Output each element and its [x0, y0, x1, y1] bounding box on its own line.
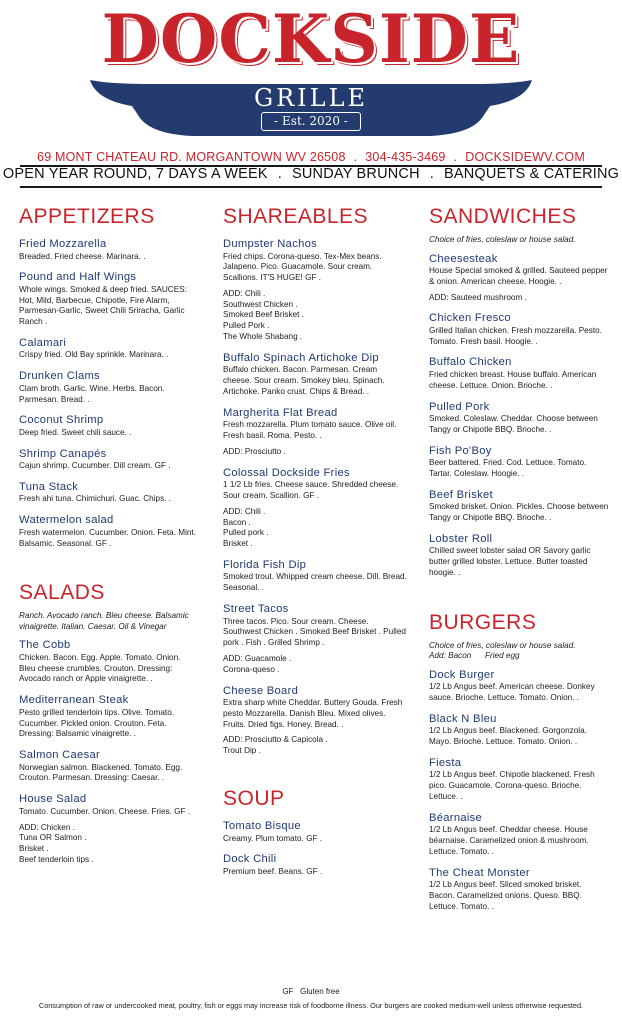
addon: Corona-queso . [223, 664, 280, 674]
addon: ADD: Prosciutto & Capicola . [223, 735, 328, 745]
menu-item-name: Fiesta [429, 756, 462, 769]
addon: Trout Dip . [223, 746, 261, 756]
hours-banquets: BANQUETS & CATERING [444, 166, 620, 182]
menu-item-name: The Cheat Monster [429, 866, 530, 879]
menu-item-name: Pound and Half Wings [19, 271, 137, 284]
section-spacer [223, 766, 408, 786]
menu-item [223, 685, 408, 757]
addon: ADD: Chili . [223, 506, 266, 516]
addon: The Whole Shabang . [223, 332, 303, 342]
menu-item [19, 749, 199, 784]
section-title-appetizers: APPETIZERS [19, 205, 155, 228]
menu-item-name: Black N Bleu [429, 712, 497, 725]
separator: . [453, 150, 458, 164]
menu-item-desc: Cajun shrimp. Cucumber. Dill cream. GF . [19, 461, 171, 471]
menu-item-desc: 1/2 Lb Angus beef. Blackened. Gorgonzola. Mayo. Brioche. Lettuce. Tomato. Onion. . [429, 726, 587, 747]
menu-item-name: Drunken Clams [19, 370, 100, 383]
addon: Pulled Pork . [223, 321, 270, 331]
menu-item-desc: Smoked trout. Whipped cream cheese. Dill. Bread. Seasonal. . [223, 572, 407, 593]
menu-item-name: Lobster Roll [429, 532, 493, 545]
menu-item-name: Pulled Pork [429, 400, 490, 413]
menu-item-desc: Chilled sweet lobster salad OR Savory garlic butter grilled lobster. Lettuce. Butter toasted hoogie. . [429, 546, 591, 577]
menu-item-name: Mediterranean Steak [19, 694, 129, 707]
menu-item-name: The Cobb [19, 639, 71, 652]
menu-item-desc: 1/2 Lb Angus beef. American cheese. Donkey sauce. Brioche. Lettuce. Tomato. Onion. . [429, 682, 595, 703]
contact-line [0, 150, 622, 164]
addon: Beef tenderloin tips . [19, 854, 94, 864]
menu-item-name: Shrimp Canapés [19, 447, 107, 460]
menu-item-name: Watermelon salad [19, 514, 114, 527]
menu-item-desc: Beer battered. Fried. Cod. Lettuce. Tomato. Tartar. Coleslaw. Hoogie. . [429, 458, 587, 478]
gluten-free-legend: GF Gluten free [282, 987, 340, 996]
menu-item-addons [223, 507, 408, 550]
menu-item-name: House Salad [19, 793, 87, 806]
menu-item [429, 867, 609, 913]
menu-item-desc: 1 1/2 Lb fries. Cheese sauce. Shredded cheese. Sour cream. Scallion. GF . [223, 480, 399, 500]
menu-item-addons [223, 289, 408, 343]
website-link[interactable]: DOCKSIDEWV.COM [465, 150, 585, 164]
menu-item-desc: Clam broth. Garlic. Wine. Herbs. Bacon. Parmesan. Bread. . [19, 383, 165, 404]
menu-item-addons [223, 447, 408, 458]
menu-item-addons [223, 735, 408, 757]
menu-item-name: Florida Fish Dip [223, 558, 307, 571]
menu-item [223, 853, 408, 877]
addon: Southwest Chicken . [223, 299, 298, 309]
menu-item-desc: Pesto grilled tenderloin tips. Olive. Tomato. Cucumber. Pickled onion. Crouton. Feta. Dressing: Balsamic vinaigrette. . [19, 707, 175, 739]
menu-item [429, 253, 609, 304]
menu-item-name: Fish Po'Boy [429, 444, 492, 457]
menu-item-desc: Buffalo chicken. Bacon. Parmesan. Cream cheese. Sour cream. Smokey bleu. Spinach. Artichoke. Panko crust. Chips & Bread. . [223, 365, 385, 396]
menu-item-name: Chicken Fresco [429, 312, 511, 325]
burger-addons-note: Add: Bacon Fried egg [429, 651, 520, 661]
menu-item-name: Street Tacos [223, 603, 289, 616]
menu-item-name: Cheese Board [223, 684, 299, 697]
hours-open: OPEN YEAR ROUND, 7 DAYS A WEEK [2, 166, 268, 182]
menu-item [19, 481, 199, 505]
menu-item-desc: 1/2 Lb Angus beef. Cheddar cheese. House béarnaise. Caramelized onion & mushroom. Lettuce. Tomato. . [429, 825, 589, 856]
established-badge: - Est. 2020 - [261, 112, 361, 131]
menu-item [429, 669, 609, 704]
menu-item-desc: 1/2 Lb Angus beef. Chipotle blackened. Fresh pico. Guacamole. Corona-queso. Brioche. Lettuce. . [429, 770, 595, 802]
menu-item [429, 812, 609, 858]
sides-note: Choice of fries, coleslaw or house salad. [429, 235, 576, 244]
menu-item-name: Cheesesteak [429, 252, 498, 265]
menu-item [19, 271, 199, 328]
menu-item-desc: Fried chicken breast. House buffalo. American cheese. Lettuce. Onion. Brioche. . [429, 369, 597, 390]
addon: ADD: Chicken . [19, 822, 75, 832]
menu-column-right [429, 204, 609, 922]
menu-item-name: Buffalo Chicken [429, 356, 512, 369]
food-safety-disclaimer: Consumption of raw or undercooked meat, poultry, fish or eggs may increase risk of foodborne illness. Our burgers are cooked medium-well unless otherwise requested. [38, 1001, 584, 1010]
phone-number[interactable]: 304-435-3469 [365, 150, 446, 164]
menu-item-name: Margherita Flat Bread [223, 406, 338, 419]
address: 69 MONT CHATEAU RD. MORGANTOWN WV 26508 [37, 150, 346, 164]
menu-item-addons [429, 293, 609, 304]
sides-note [429, 641, 609, 662]
section-title-soup: SOUP [223, 787, 285, 810]
addon: Bacon . [223, 517, 251, 527]
menu-item [429, 489, 609, 524]
menu-item-desc: Deep fried. Sweet chili sauce. . [19, 427, 132, 437]
menu-item-desc: Smoked brisket. Onion. Pickles. Choose between Tangy or Chipotle BBQ. Brioche. . [429, 502, 609, 523]
menu-column-middle [223, 204, 408, 887]
hours-line [0, 166, 622, 182]
menu-item-desc: Norwegian salmon. Blackened. Tomato. Egg. Crouton. Parmesan. Dressing: Caesar. . [19, 762, 183, 783]
menu-item-desc: Chicken. Bacon. Egg. Apple. Tomato. Onion. Bleu cheese crumbles. Crouton. Dressing: Avocado ranch or Apple vinaigrette. . [19, 652, 181, 684]
addon: Pulled pork . [223, 528, 269, 538]
menu-item-addons [223, 654, 408, 676]
addon: Brisket . [223, 539, 253, 549]
menu-item-desc: Fresh watermelon. Cucumber. Onion. Feta. Mint. Balsamic. Seasonal. GF . [19, 527, 197, 548]
header-rule-bottom [20, 186, 602, 188]
menu-item-desc: Whole wings. Smoked & deep fried. SAUCES: Hot, Mild, Barbecue, Chipotle, Fire Alarm, Parmesan-Garlic, Sweet Chili Sriracha, Garlic Ranch . [19, 284, 187, 327]
menu-item [223, 603, 408, 675]
section-title-burgers: BURGERS [429, 610, 537, 634]
separator: . [429, 166, 434, 182]
addon: Brisket . [19, 844, 49, 854]
menu-item-desc: Fresh mozzarella. Plum tomato sauce. Olive oil. Fresh basil. Roma. Pesto. . [223, 420, 397, 441]
menu-item-name: Dock Burger [429, 668, 495, 681]
menu-item [223, 238, 408, 343]
addon: ADD: Prosciutto . [223, 446, 286, 456]
addon: ADD: Guacamole . [223, 653, 292, 663]
menu-item [19, 370, 199, 405]
section-title-shareables: SHAREABLES [223, 205, 369, 228]
menu-item [429, 401, 609, 436]
separator: . [277, 166, 283, 182]
section-title-sandwiches: SANDWICHES [429, 205, 577, 228]
addon: ADD: Sauteed mushroom . [429, 292, 527, 302]
menu-item-desc: Breaded. Fried cheese. Marinara. . [19, 251, 146, 261]
menu-item-desc: 1/2 Lb Angus beef. Sliced smoked brisket. Bacon. Caramelized onions. Queso. BBQ. Lettuce. Tomato. . [429, 880, 582, 911]
menu-item-desc: Tomato. Cucumber. Onion. Cheese. Fries. GF . [19, 806, 191, 816]
menu-item-name: Salmon Caesar [19, 749, 101, 762]
separator: . [353, 150, 358, 164]
menu-item [429, 312, 609, 347]
menu-item-name: Béarnaise [429, 811, 483, 824]
menu-item-name: Coconut Shrimp [19, 414, 104, 427]
menu-item-desc: House Special smoked & grilled. Sauteed pepper & onion. American cheese. Hoogie. . [429, 266, 608, 286]
menu-item [19, 639, 199, 685]
menu-item-desc: Smoked. Coleslaw. Cheddar. Choose between Tangy or Chipotle BBQ. Brioche. . [429, 414, 598, 434]
menu-item [19, 514, 199, 549]
section-spacer [429, 588, 609, 610]
menu-column-left [19, 204, 199, 875]
menu-item-desc: Crispy fried. Old Bay sprinkle. Marinara. . [19, 350, 169, 360]
menu-item [19, 337, 199, 361]
menu-item [19, 238, 199, 262]
menu-item [19, 793, 199, 865]
menu-item [429, 533, 609, 579]
dressing-note: Ranch. Avocado ranch. Bleu cheese. Balsamic vinaigrette. Italian. Caesar. Oil & Vinegar [19, 611, 189, 631]
menu-item-name: Buffalo Spinach Artichoke Dip [223, 351, 379, 364]
menu-item-name: Tomato Bisque [223, 820, 301, 832]
menu-item-name: Beef Brisket [429, 488, 493, 501]
menu-item [429, 445, 609, 480]
addon: Tuna OR Salmon . [19, 833, 87, 843]
menu-item-name: Fried Mozzarella [19, 238, 107, 250]
section-title-salads: SALADS [19, 581, 105, 605]
addon: ADD: Chili . [223, 288, 266, 298]
restaurant-name: DOCKSIDE [101, 0, 521, 78]
hours-brunch: SUNDAY BRUNCH [292, 166, 420, 182]
restaurant-subtitle: GRILLE [253, 84, 369, 112]
menu-item-name: Calamari [19, 336, 67, 349]
menu-item-name: Dumpster Nachos [223, 238, 318, 250]
menu-item-desc: Grilled Italian chicken. Fresh mozzarella. Pesto. Tomato. Fresh basil. Hoogie. . [429, 325, 602, 346]
section-spacer [19, 558, 199, 580]
addon: Smoked Beef Brisket . [223, 310, 304, 320]
menu-item [223, 559, 408, 594]
menu-item [223, 407, 408, 458]
sides-note-line: Choice of fries, coleslaw or house salad. [429, 640, 576, 650]
menu-item-name: Tuna Stack [19, 480, 79, 493]
menu-item [223, 352, 408, 398]
menu-item-name: Colossal Dockside Fries [223, 466, 350, 479]
menu-item [19, 448, 199, 472]
menu-item [429, 713, 609, 748]
menu-item [223, 820, 408, 844]
menu-item-desc: Extra sharp white Cheddar. Buttery Gouda. Fresh pesto Mozzarella. Danish Bleu. Mixed olives. Fruits. Dried figs. Honey. Bread. . [223, 698, 403, 729]
menu-item-addons [19, 823, 199, 866]
menu-item-desc: Fried chips. Corona-queso. Tex-Mex beans. Jalapeno. Pico. Guacamole. Sour cream. Scallions. IT'S HUGE! GF . [223, 251, 382, 283]
menu-item [19, 694, 199, 740]
menu-item-desc: Premium beef. Beans. GF . [223, 866, 323, 876]
menu-item [429, 356, 609, 391]
menu-item [223, 467, 408, 550]
menu-item-desc: Creamy. Plum tomato. GF . [223, 833, 323, 843]
menu-item [19, 414, 199, 438]
menu-item-name: Dock Chili [223, 853, 277, 866]
menu-item-desc: Fresh ahi tuna. Chimichuri. Guac. Chips. . [19, 494, 171, 504]
menu-item [429, 757, 609, 803]
menu-item-desc: Three tacos. Pico. Sour cream. Cheese. Southwest Chicken . Smoked Beef Brisket . Pulled pork . Fish . Grilled Shrimp . [223, 616, 406, 648]
